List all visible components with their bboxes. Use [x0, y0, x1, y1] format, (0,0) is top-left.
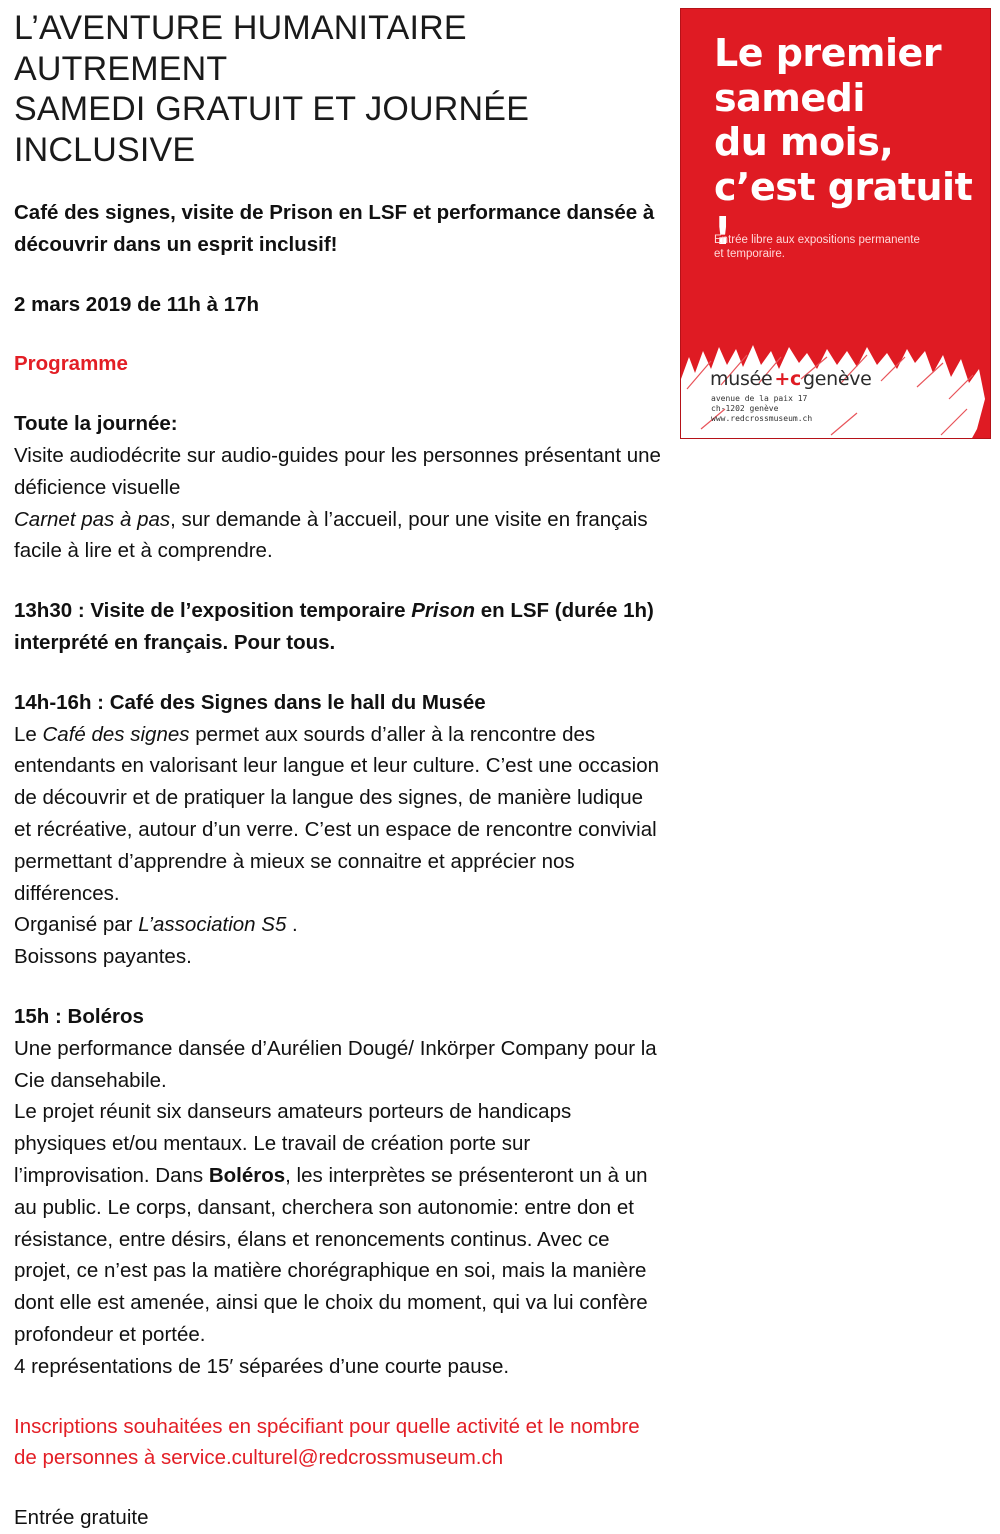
- red-cross-icon: +c: [774, 368, 801, 390]
- poster-headline: [714, 31, 984, 254]
- address-line-2: ch-1202 genève: [711, 404, 779, 413]
- address-line-1: avenue de la paix 17: [711, 394, 808, 403]
- event-date: 2 mars 2019 de 11h à 17h: [14, 292, 260, 316]
- organiser-prefix: Organisé par: [14, 913, 139, 937]
- poster-line-4: c’est gratuit !: [714, 164, 973, 253]
- address-line-3: www.redcrossmuseum.ch: [711, 414, 813, 423]
- cafe-text-prefix: Le: [14, 722, 43, 746]
- organiser-line: [14, 909, 664, 941]
- visit-suffix: en LSF (durée 1h) interprété en français. Pour tous.: [14, 599, 654, 654]
- registration-text: Inscriptions souhaitées en spécifiant pour quelle activité et le nombre de personnes à: [14, 1414, 640, 1470]
- cafe-text: [14, 719, 664, 910]
- carnet-paragraph: [14, 504, 664, 568]
- title-line-3: SAMEDI GRATUIT ET JOURNÉE: [14, 90, 530, 128]
- logo-text-left: musée: [710, 368, 773, 390]
- boleros-name: Boléros: [208, 1163, 286, 1187]
- boleros-text: [14, 1096, 664, 1350]
- visit-paragraph: [14, 595, 664, 659]
- carnet-title: Carnet pas à pas: [14, 507, 171, 531]
- cafe-text-body: permet aux sourds d’aller à la rencontre des entendants en valorisant leur langue et leur culture. C’est une occasion de découvrir et de pratiquer la langue des signes, de manière ludique et récréative, autour d’un verre. C’est un espace de rencontre convivial permettant d’apprendre à mieux se connaitre et apprécier nos différences.: [14, 722, 660, 905]
- poster-subtitle: [714, 233, 974, 261]
- visit-prefix: 13h30 : Visite de l’exposition temporaire: [14, 599, 412, 623]
- boleros-intro: Une performance dansée d’Aurélien Dougé/ Inkörper Company pour la Cie dansehabile.: [14, 1036, 657, 1092]
- allday-section: [14, 408, 664, 567]
- boleros-text-a: Le projet réunit six danseurs amateurs porteurs de handicaps physiques et/ou mentaux. Le travail de création porte sur l’improvisation. Dans: [14, 1100, 572, 1187]
- boleros-shows: 4 représentations de 15′ séparées d’une courte pause.: [14, 1354, 510, 1378]
- registration-email-link[interactable]: service.culturel@redcrossmuseum.ch: [161, 1446, 504, 1470]
- poster-line-2: samedi: [714, 75, 865, 120]
- cafe-section: [14, 687, 664, 973]
- poster-line-3: du mois,: [714, 120, 894, 164]
- event-poster: [680, 8, 991, 439]
- organiser-name: L’association S5: [138, 913, 287, 937]
- title-line-1: L’AVENTURE HUMANITAIRE: [14, 9, 467, 47]
- visit-expo-title: Prison: [411, 599, 476, 623]
- logo-text-right: genève: [802, 368, 872, 390]
- museum-logo: [710, 368, 872, 390]
- registration-paragraph: [14, 1411, 664, 1475]
- page-title: [14, 8, 664, 170]
- title-line-4: INCLUSIVE: [14, 130, 196, 169]
- entry-line: Entrée gratuite: [14, 1506, 149, 1530]
- poster-address: [711, 394, 812, 424]
- boleros-section: [14, 1001, 664, 1383]
- cafe-heading: 14h-16h : Café des Signes dans le hall du Musée: [14, 690, 486, 714]
- cafe-name: Café des signes: [42, 722, 190, 746]
- lead-paragraph: Café des signes, visite de Prison en LSF et performance dansée à découvrir dans un esprit inclusif!: [14, 201, 655, 256]
- allday-heading: Toute la journée:: [14, 412, 178, 436]
- article: [14, 8, 664, 1534]
- boleros-heading: 15h : Boléros: [14, 1004, 144, 1028]
- title-line-2: AUTREMENT: [14, 49, 228, 88]
- programme-heading: Programme: [14, 352, 128, 376]
- boleros-text-c: , les interprètes se présenteront un à un au public. Le corps, dansant, cherchera son autonomie: entre don et résistance, entre désirs, élans et renoncements continus. Avec ce projet, ce n’est pas la matière chorégraphique en soi, mais la manière dont elle est amenée, ainsi que le choix du moment, qui va lui confère profondeur et portée.: [14, 1163, 648, 1346]
- poster-line-1: Le premier: [714, 31, 942, 75]
- audio-description-text: Visite audiodécrite sur audio-guides pour les personnes présentant une déficience visuelle: [14, 443, 661, 499]
- carnet-text: , sur demande à l’accueil, pour une visite en français facile à lire et à comprendre.: [14, 507, 648, 563]
- drinks-line: Boissons payantes.: [14, 945, 192, 969]
- poster-sub-line-2: et temporaire.: [714, 248, 785, 260]
- organiser-suffix: .: [286, 913, 298, 937]
- poster-sub-line-1: Entrée libre aux expositions permanente: [714, 234, 920, 246]
